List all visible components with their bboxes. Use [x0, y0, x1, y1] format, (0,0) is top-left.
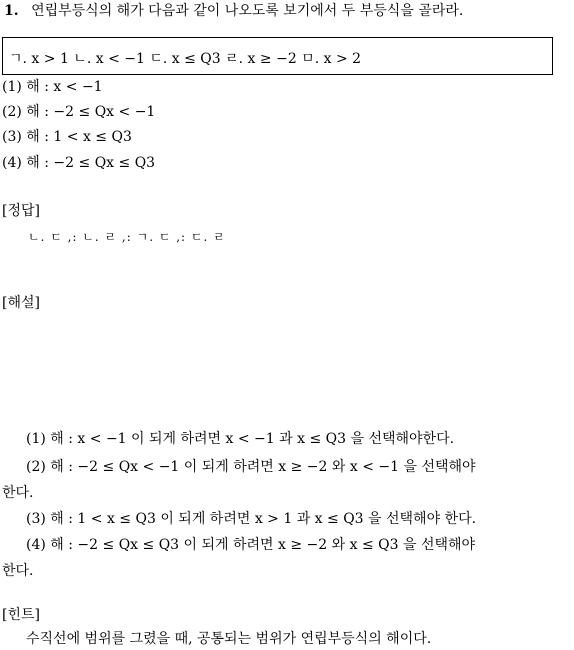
bogi-box [2, 37, 553, 75]
explanation-line-3: 한다. [2, 485, 34, 501]
item-1: (1) 해 : x < −1 [2, 79, 103, 95]
item-2: (2) 해 : −2 ≤ Qx < −1 [2, 104, 156, 120]
answer-text: ㄴ. ㄷ ,: ㄴ. ㄹ ,: ㄱ. ㄷ ,: ㄷ. ㄹ [28, 230, 226, 244]
explanation-heading: [해설] [2, 295, 40, 311]
hint-text: 수직선에 범위를 그렸을 때, 공통되는 범위가 연립부등식의 해이다. [26, 631, 432, 647]
explanation-line-4: (3) 해 : 1 < x ≤ Q3 이 되게 하려면 x > 1 과 x ≤ Q3 을 선택해야 한다. [26, 511, 477, 527]
explanation-line-5: (4) 해 : −2 ≤ Qx ≤ Q3 이 되게 하려면 x ≥ −2 와 x ≤ Q3 을 선택해야 [26, 537, 476, 553]
bogi-options: ㄱ. x > 1 ㄴ. x < −1 ㄷ. x ≤ Q3 ㄹ. x ≥ −2 ㅁ. x > 2 [9, 51, 362, 67]
question-text: 연립부등식의 해가 다음과 같이 나오도록 보기에서 두 부등식을 골라라. [31, 3, 464, 19]
question-number: 1. [4, 3, 19, 19]
item-3: (3) 해 : 1 < x ≤ Q3 [2, 129, 132, 145]
question-header [4, 2, 463, 20]
hint-heading: [힌트] [2, 607, 40, 623]
explanation-line-1: (1) 해 : x < −1 이 되게 하려면 x < −1 과 x ≤ Q3 을 선택해야한다. [26, 431, 455, 447]
answer-heading: [정답] [2, 203, 40, 219]
explanation-line-6: 한다. [2, 563, 34, 579]
item-4: (4) 해 : −2 ≤ Qx ≤ Q3 [2, 155, 156, 171]
explanation-line-2: (2) 해 : −2 ≤ Qx < −1 이 되게 하려면 x ≥ −2 와 x < −1 을 선택해야 [26, 459, 476, 475]
